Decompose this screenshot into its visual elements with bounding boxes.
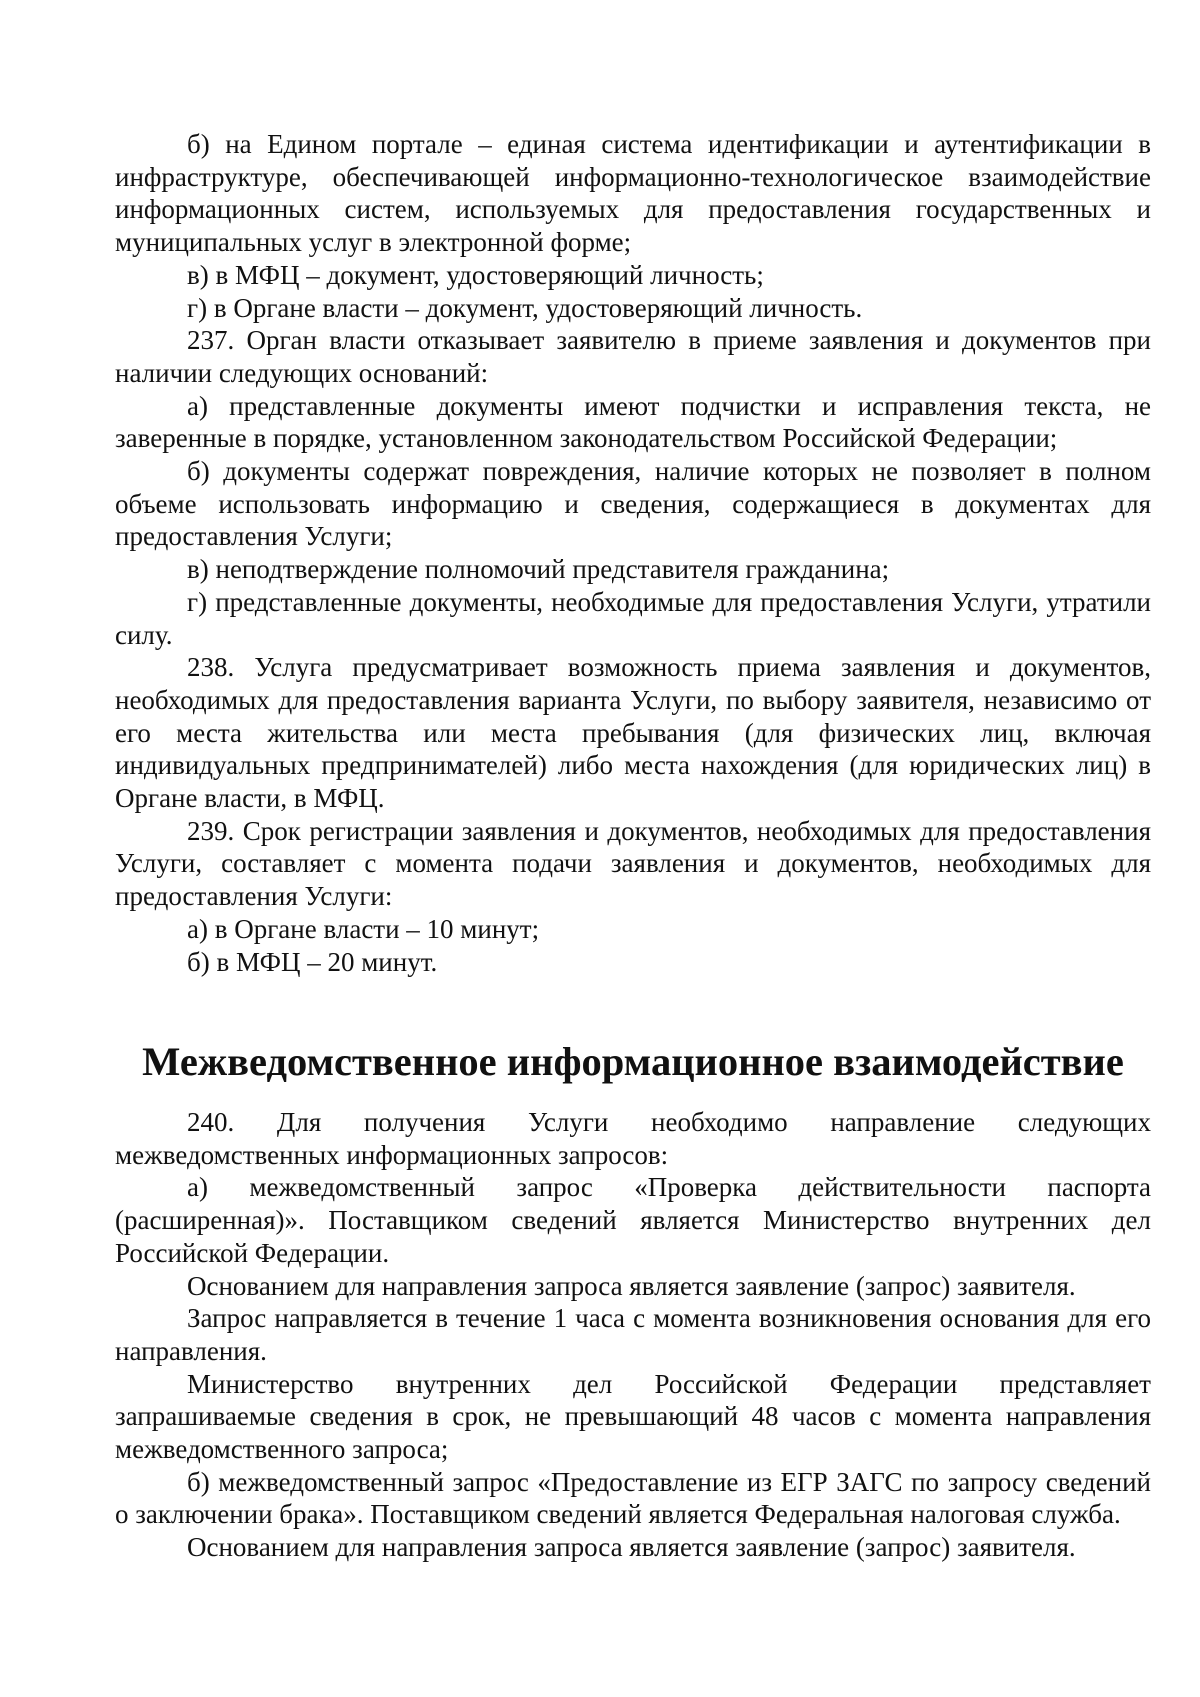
paragraph-237-a: а) представленные документы имеют подчистки и исправления текста, не заверенные в порядке, установленном законодательством Российской Федерации; [115, 390, 1151, 454]
paragraph-240-a: а) межведомственный запрос «Проверка действительности паспорта (расширенная)». Поставщиком сведений является Министерство внутренних дел Российской Федерации. [115, 1172, 1151, 1268]
paragraph-237-b: б) документы содержат повреждения, наличие которых не позволяет в полном объеме использовать информацию и сведения, содержащиеся в документах для предоставления Услуги; [115, 456, 1151, 552]
paragraph-240-b: б) межведомственный запрос «Предоставление из ЕГР ЗАГС по запросу сведений о заключении брака». Поставщиком сведений является Федеральная налоговая служба. [115, 1466, 1151, 1530]
paragraph-identification-mfc: в) в МФЦ – документ, удостоверяющий личность; [187, 259, 764, 290]
paragraph-237: 237. Орган власти отказывает заявителю в приеме заявления и документов при наличии следующих оснований: [115, 325, 1151, 388]
paragraph-238: 238. Услуга предусматривает возможность приема заявления и документов, необходимых для предоставления варианта Услуги, по выбору заявителя, независимо от его места жительства или места пребывания (для физических лиц, включая индивидуальных предпринимателей) либо места нахождения (для юридических лиц) в Органе власти, в МФЦ. [115, 652, 1151, 814]
paragraph-identification-authority: г) в Органе власти – документ, удостоверяющий личность. [187, 292, 863, 323]
paragraph-identification-portal: б) на Едином портале – единая система идентификации и аутентификации в инфраструктуре, обеспечивающей информационно-технологическое взаимодействие информационных систем, используемых для предоставления государственных и муниципальных услуг в электронной форме; [115, 129, 1151, 258]
paragraph-request-timing: Запрос направляется в течение 1 часа с момента возникновения основания для его направления. [115, 1303, 1151, 1366]
paragraph-237-g: г) представленные документы, необходимые для предоставления Услуги, утратили силу. [115, 586, 1151, 650]
paragraph-basis-2: Основанием для направления запроса является заявление (запрос) заявителя. [187, 1532, 1076, 1563]
paragraph-239-a: а) в Органе власти – 10 минут; [187, 913, 540, 944]
paragraph-239-b: б) в МФЦ – 20 минут. [187, 946, 438, 977]
paragraph-237-v: в) неподтверждение полномочий представителя гражданина; [187, 554, 890, 585]
paragraph-ministry-response: Министерство внутренних дел Российской Федерации представляет запрашиваемые сведения в срок, не превышающий 48 часов с момента направления межведомственного запроса; [115, 1368, 1151, 1465]
section-heading: Межведомственное информационное взаимодействие [142, 1039, 1124, 1085]
paragraph-240: 240. Для получения Услуги необходимо направление следующих межведомственных информационных запросов: [115, 1106, 1151, 1170]
paragraph-basis-1: Основанием для направления запроса является заявление (запрос) заявителя. [187, 1270, 1076, 1301]
paragraph-239: 239. Срок регистрации заявления и документов, необходимых для предоставления Услуги, составляет с момента подачи заявления и документов, необходимых для предоставления Услуги: [115, 815, 1151, 912]
document-body [115, 128, 1151, 1564]
